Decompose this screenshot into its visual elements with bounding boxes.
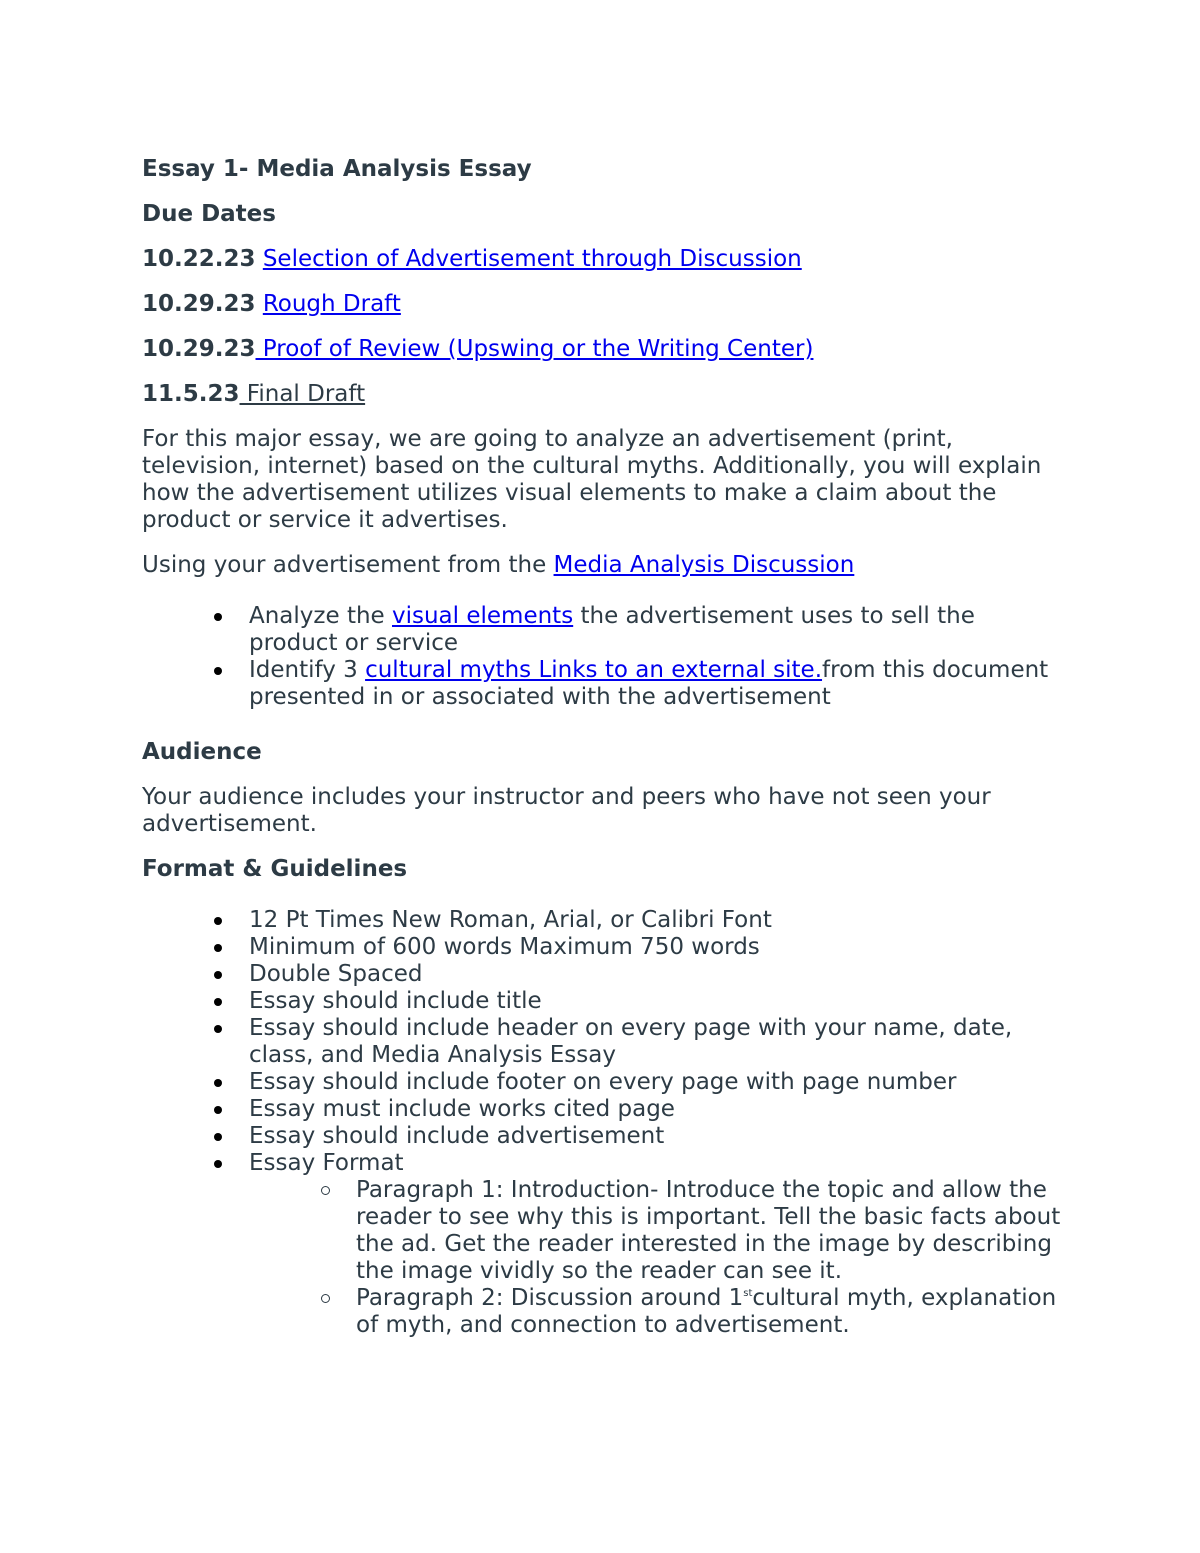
due-date-item — [142, 381, 1062, 408]
proof-of-review-link[interactable]: Proof of Review (Upswing or the Writing Center) — [255, 336, 814, 362]
due-date-item — [142, 336, 1062, 363]
list-item — [142, 988, 1062, 1015]
bullet-icon — [214, 944, 222, 952]
list-item — [249, 1285, 1062, 1339]
task-text: Identify 3 — [249, 657, 366, 683]
essay-title: Essay 1- Media Analysis Essay — [142, 156, 532, 182]
list-item — [142, 1150, 1062, 1339]
guideline-text: Essay Format — [249, 1150, 404, 1176]
bullet-icon — [214, 613, 222, 621]
media-analysis-discussion-link[interactable]: Media Analysis Discussion — [553, 552, 855, 578]
rough-draft-link[interactable]: Rough Draft — [262, 291, 401, 317]
essay-format-list — [249, 1177, 1062, 1339]
task-text: the advertisement uses to sell the product or service — [249, 603, 975, 656]
format-paragraph-text: cultural myth, explanation of myth, and connection to advertisement. — [356, 1285, 1057, 1338]
due-dates-heading: Due Dates — [142, 201, 276, 227]
task-text: from this document presented in or associated with the advertisement — [249, 657, 1049, 710]
guideline-text: Essay should include footer on every page with page number — [249, 1069, 957, 1095]
guideline-text: Essay should include title — [249, 988, 542, 1014]
bullet-icon — [214, 998, 222, 1006]
guideline-text: 12 Pt Times New Roman, Arial, or Calibri Font — [249, 907, 772, 933]
due-date: 11.5.23 — [142, 381, 240, 407]
document-content — [142, 156, 1062, 1367]
selection-link[interactable]: Selection of Advertisement through Discussion — [262, 246, 802, 272]
due-date: 10.29.23 — [142, 336, 256, 362]
guideline-text: Essay should include advertisement — [249, 1123, 665, 1149]
superscript: st — [743, 1288, 753, 1299]
bullet-icon — [214, 1106, 222, 1114]
guidelines-list — [142, 907, 1062, 1339]
list-item — [142, 603, 1062, 657]
format-paragraph-text: Paragraph 1: Introduction- Introduce the topic and allow the reader to see why this is important. Tell the basic facts about the ad. Get the reader interested in the image by describing the image vividly so the reader can see it. — [356, 1177, 1061, 1284]
intro-paragraph: For this major essay, we are going to analyze an advertisement (print, television, internet) based on the cultural myths. Additionally, you will explain how the advertisement utilizes visual elements to make a claim about the product or service it advertises. — [142, 426, 1042, 533]
bullet-icon — [214, 917, 222, 925]
guideline-text: Essay should include header on every page with your name, date, class, and Media Analysis Essay — [249, 1015, 1013, 1068]
bullet-icon — [214, 667, 222, 675]
due-date-item — [142, 291, 1062, 318]
guideline-text: Essay must include works cited page — [249, 1096, 675, 1122]
list-item — [249, 1177, 1062, 1285]
guideline-text: Minimum of 600 words Maximum 750 words — [249, 934, 760, 960]
list-item — [142, 1015, 1062, 1069]
due-date-item — [142, 246, 1062, 273]
bullet-icon — [214, 1160, 222, 1168]
cultural-myths-link[interactable]: cultural myths Links to an external site. — [365, 657, 823, 683]
list-item — [142, 1069, 1062, 1096]
list-item — [142, 1096, 1062, 1123]
final-draft-text: Final Draft — [239, 381, 366, 407]
circle-bullet-icon — [321, 1294, 330, 1303]
list-item — [142, 657, 1062, 711]
bullet-icon — [214, 1133, 222, 1141]
due-date: 10.22.23 — [142, 246, 256, 272]
bullet-icon — [214, 1025, 222, 1033]
list-item — [142, 961, 1062, 988]
list-item — [142, 934, 1062, 961]
bullet-icon — [214, 971, 222, 979]
bullet-icon — [214, 1079, 222, 1087]
circle-bullet-icon — [321, 1186, 330, 1195]
list-item — [142, 1123, 1062, 1150]
audience-text: Your audience includes your instructor and peers who have not seen your advertisement. — [142, 784, 991, 837]
using-paragraph — [142, 552, 1062, 579]
guideline-text: Double Spaced — [249, 961, 423, 987]
due-date: 10.29.23 — [142, 291, 256, 317]
format-paragraph-text: Paragraph 2: Discussion around 1 — [356, 1285, 744, 1311]
list-item — [142, 907, 1062, 934]
format-heading: Format & Guidelines — [142, 856, 408, 882]
visual-elements-link[interactable]: visual elements — [392, 603, 574, 629]
task-text: Analyze the — [249, 603, 392, 629]
using-prefix: Using your advertisement from the — [142, 552, 554, 578]
task-list — [142, 603, 1062, 711]
audience-heading: Audience — [142, 739, 262, 765]
